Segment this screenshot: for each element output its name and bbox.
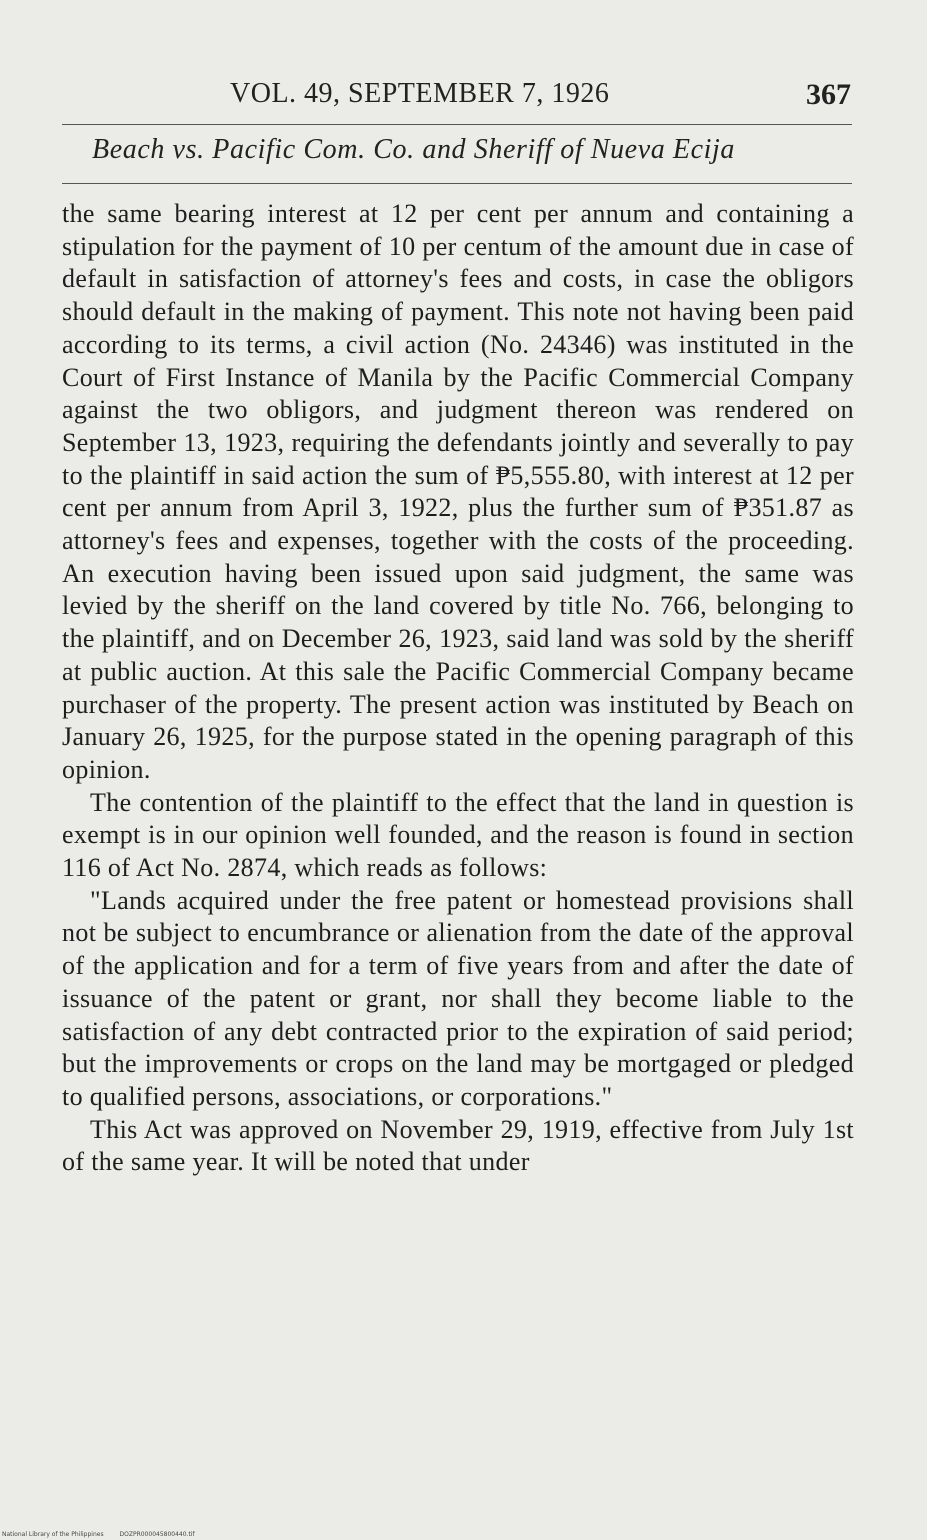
header-rule-bottom: [62, 183, 852, 184]
footer-source: National Library of the Philippines: [2, 1531, 104, 1538]
running-head: VOL. 49, SEPTEMBER 7, 1926: [230, 78, 610, 109]
case-title: Beach vs. Pacific Com. Co. and Sheriff of Nueva Ecija: [92, 134, 736, 165]
scan-footer: [2, 1531, 209, 1538]
footer-code: DOZPR000045800440.tif: [119, 1531, 195, 1538]
paragraph-act-approval: This Act was approved on November 29, 1919, effective from July 1st of the same year. It will be noted that under: [62, 1114, 854, 1177]
body-text: [62, 198, 854, 1179]
paragraph-contention: The contention of the plaintiff to the effect that the land in question is exempt is in our opinion well founded, and the reason is found in section 116 of Act No. 2874, which reads as follows:: [62, 787, 854, 883]
header-rule-top: [62, 124, 852, 125]
paragraph-quotation: "Lands acquired under the free patent or homestead provisions shall not be subject to encumbrance or alienation from the date of the approval of the application and for a term of five years from and after the date of issuance of the patent or grant, nor shall they become liable to the satisfaction of any debt contracted prior to the expiration of said period; but the improvements or crops on the land may be mortgaged or pledged to qualified persons, associations, or corporations.": [62, 885, 854, 1111]
paragraph-continuation: the same bearing interest at 12 per cent per annum and containing a stipulation for the payment of 10 per centum of the amount due in case of default in satisfaction of attorney's fees and costs, in case the obligors should default in the making of payment. This note not having been paid according to its terms, a civil action (No. 24346) was instituted in the Court of First Instance of Manila by the Pacific Commercial Company against the two obligors, and judgment thereon was rendered on September 13, 1923, requiring the defendants jointly and severally to pay to the plaintiff in said action the sum of ₱5,555.80, with interest at 12 per cent per annum from April 3, 1922, plus the further sum of ₱351.87 as attorney's fees and expenses, together with the costs of the proceeding. An execution having been issued upon said judgment, the same was levied by the sheriff on the land covered by title No. 766, belonging to the plaintiff, and on December 26, 1923, said land was sold by the sheriff at public auction. At this sale the Pacific Commercial Company became purchaser of the property. The present action was instituted by Beach on January 26, 1925, for the purpose stated in the opening paragraph of this opinion.: [62, 199, 854, 784]
page-number: 367: [806, 78, 851, 111]
